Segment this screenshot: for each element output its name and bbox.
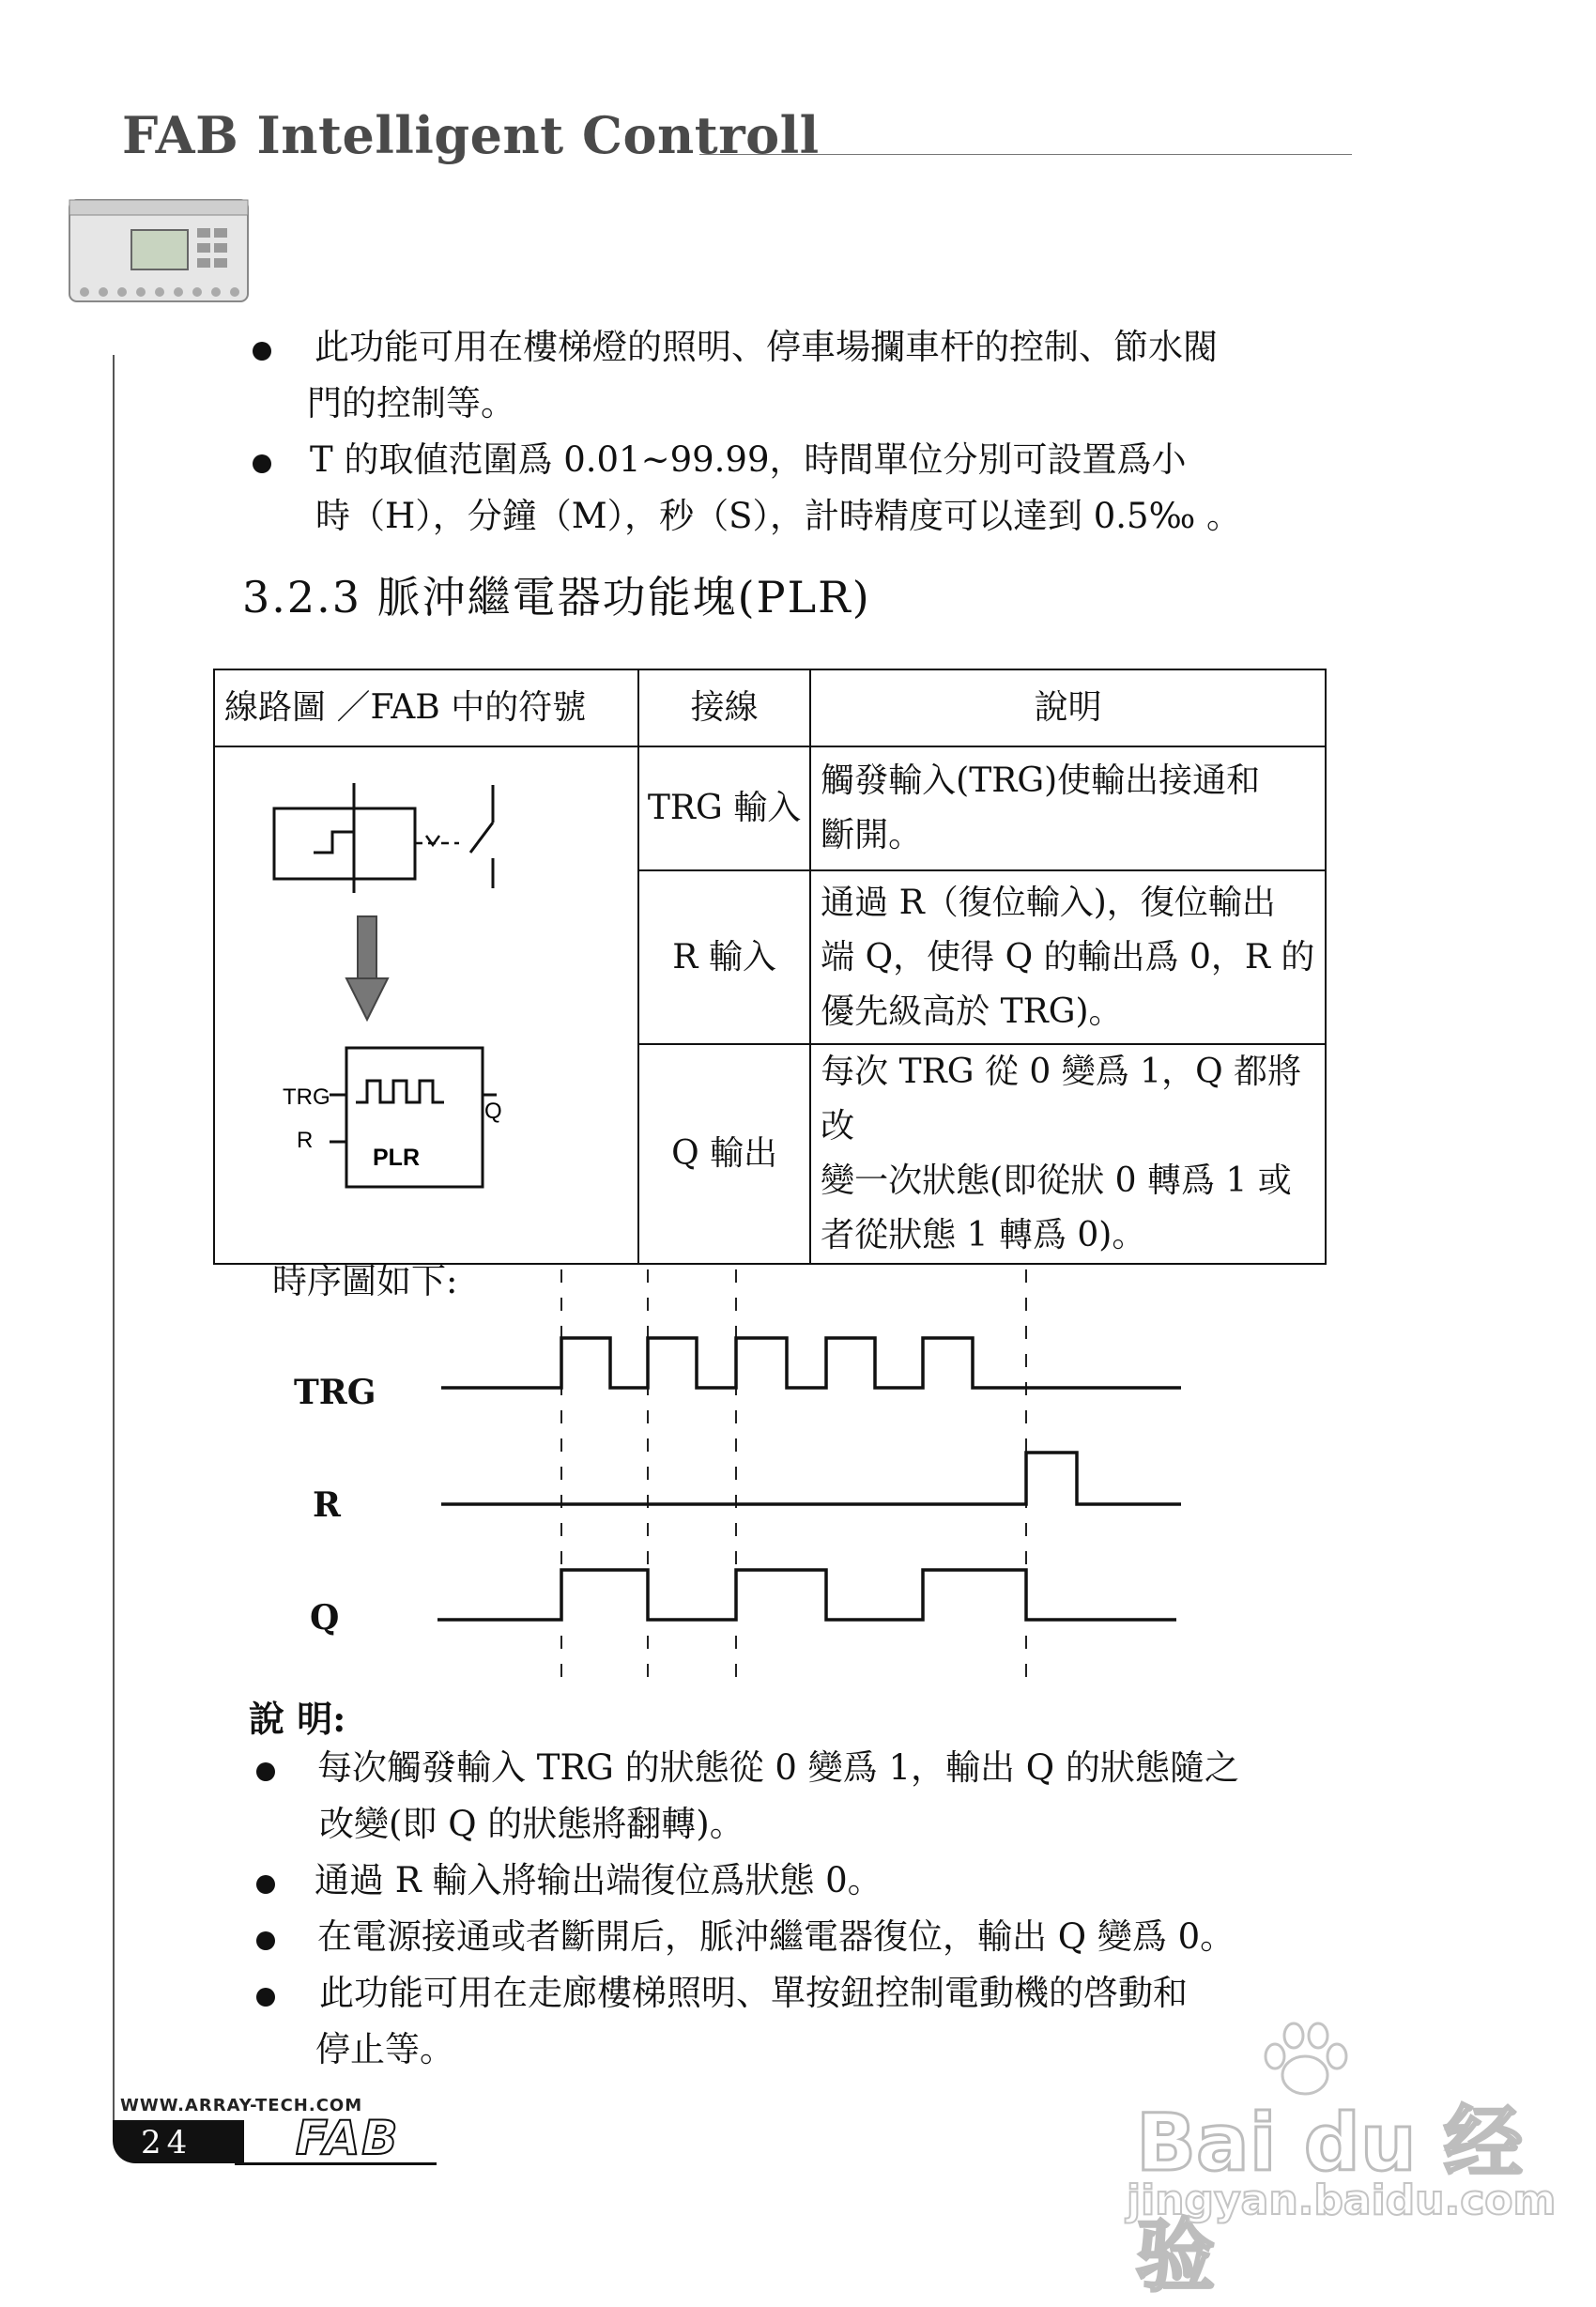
note-bullet-1: [317, 1740, 1239, 1853]
desc-q: [810, 1044, 1326, 1264]
note-bullet-1-line-2: 改變(即 Q 的狀態將翻轉)。: [319, 1804, 744, 1844]
note-bullet-2-line-1: 通過 R 輸入將输出端復位爲狀態 0。: [315, 1860, 882, 1900]
desc-q-line-2: 變一次狀態(即從狀 0 轉爲 1 或: [821, 1161, 1292, 1200]
note-bullet-1-line-1: 每次觸發輸入 TRG 的狀態從 0 變爲 1，輸出 Q 的狀態隨之: [317, 1747, 1239, 1788]
table-header-diagram: 線路圖 ／FAB 中的符號: [214, 669, 638, 746]
footer-url: WWW.ARRAY-TECH.COM: [120, 2096, 363, 2115]
intro-bullet-2: [310, 432, 1241, 545]
intro-bullet-1-line-1: 此功能可用在樓梯燈的照明、停車場攔車杆的控制、節水閥: [315, 327, 1218, 367]
plr-input-trg: TRG: [283, 1084, 330, 1110]
desc-r: [810, 870, 1326, 1044]
q-waveform: [437, 1570, 1176, 1620]
desc-r-line-2: 端 Q，使得 Q 的輸出爲 0，R 的: [821, 937, 1315, 977]
section-title: 3.2.3 脈沖繼電器功能塊(PLR): [242, 572, 871, 623]
bullet-dot: [253, 342, 271, 361]
wiring-trg: TRG 輸入: [638, 746, 810, 870]
bullet-dot: [256, 1875, 275, 1894]
plr-circuit-diagram: [215, 747, 637, 1217]
desc-r-line-3: 優先級高於 TRG)。: [821, 992, 1123, 1031]
plr-block-name: PLR: [373, 1145, 420, 1171]
note-bullet-4-line-1: 此功能可用在走廊樓梯照明、單按鈕控制電動機的啓動和: [319, 1973, 1188, 2013]
timing-diagram: [0, 1258, 1596, 1690]
desc-trg-line-2: 斷開。: [821, 816, 923, 854]
watermark-brand: Bai du 经验: [1136, 2097, 1523, 2302]
plr-spec-table: [213, 669, 1327, 1265]
table-diagram-cell: [214, 746, 638, 1264]
r-waveform: [441, 1453, 1181, 1504]
desc-trg-line-1: 觸發輸入(TRG)使輸出接通和: [821, 761, 1261, 800]
intro-bullet-1: [307, 319, 1218, 432]
plr-output-q: Q: [484, 1099, 502, 1124]
footer-logo: FAB: [296, 2111, 400, 2165]
desc-q-line-3: 者從狀態 1 轉爲 0)。: [821, 1216, 1146, 1254]
margin-rule: [113, 355, 115, 2120]
notes-heading: 說 明:: [249, 1698, 346, 1740]
trg-waveform: [441, 1338, 1181, 1388]
page-number: 24: [141, 2124, 193, 2161]
desc-q-line-1: 每次 TRG 從 0 變爲 1，Q 都將改: [821, 1053, 1302, 1146]
timing-label-trg: TRG: [294, 1373, 376, 1412]
bullet-dot: [256, 1988, 275, 2007]
note-bullet-3-line-1: 在電源接通或者斷開后，脈沖繼電器復位，輸出 Q 變爲 0。: [317, 1916, 1235, 1957]
watermark-url: jingyan.baidu.com: [1127, 2176, 1557, 2224]
note-bullet-4: [315, 1965, 1188, 2078]
timing-caption: 時序圖如下:: [272, 1261, 458, 1301]
timing-label-q: Q: [310, 1598, 340, 1638]
intro-bullet-1-line-2: 門的控制等。: [307, 383, 515, 423]
bullet-dot: [256, 1931, 275, 1950]
timing-label-r: R: [313, 1485, 341, 1525]
note-bullet-4-line-2: 停止等。: [315, 2029, 454, 2069]
table-header-wiring: 接線: [638, 669, 810, 746]
wiring-r: R 輸入: [638, 870, 810, 1044]
bullet-dot: [253, 454, 271, 473]
note-bullet-2: [315, 1853, 882, 1909]
header-rule: [699, 154, 1352, 155]
table-header-desc: 說明: [810, 669, 1326, 746]
header-title: FAB Intelligent Controll: [122, 105, 820, 165]
wiring-q: Q 輸出: [638, 1044, 810, 1264]
plr-input-r: R: [297, 1128, 314, 1153]
note-bullet-3: [317, 1909, 1235, 1965]
bullet-dot: [256, 1762, 275, 1781]
intro-bullet-2-line-2: 時（H），分鐘（M），秒（S），計時精度可以達到 0.5‰ 。: [315, 496, 1242, 536]
desc-trg: [810, 746, 1326, 870]
desc-r-line-1: 通過 R（復位輸入)，復位輸出: [821, 883, 1276, 922]
timing-guides: [561, 1269, 1026, 1685]
intro-bullet-2-line-1: T 的取値范圍爲 0.01~99.99，時間單位分別可設置爲小: [310, 439, 1187, 480]
plc-device-icon: [66, 192, 253, 310]
